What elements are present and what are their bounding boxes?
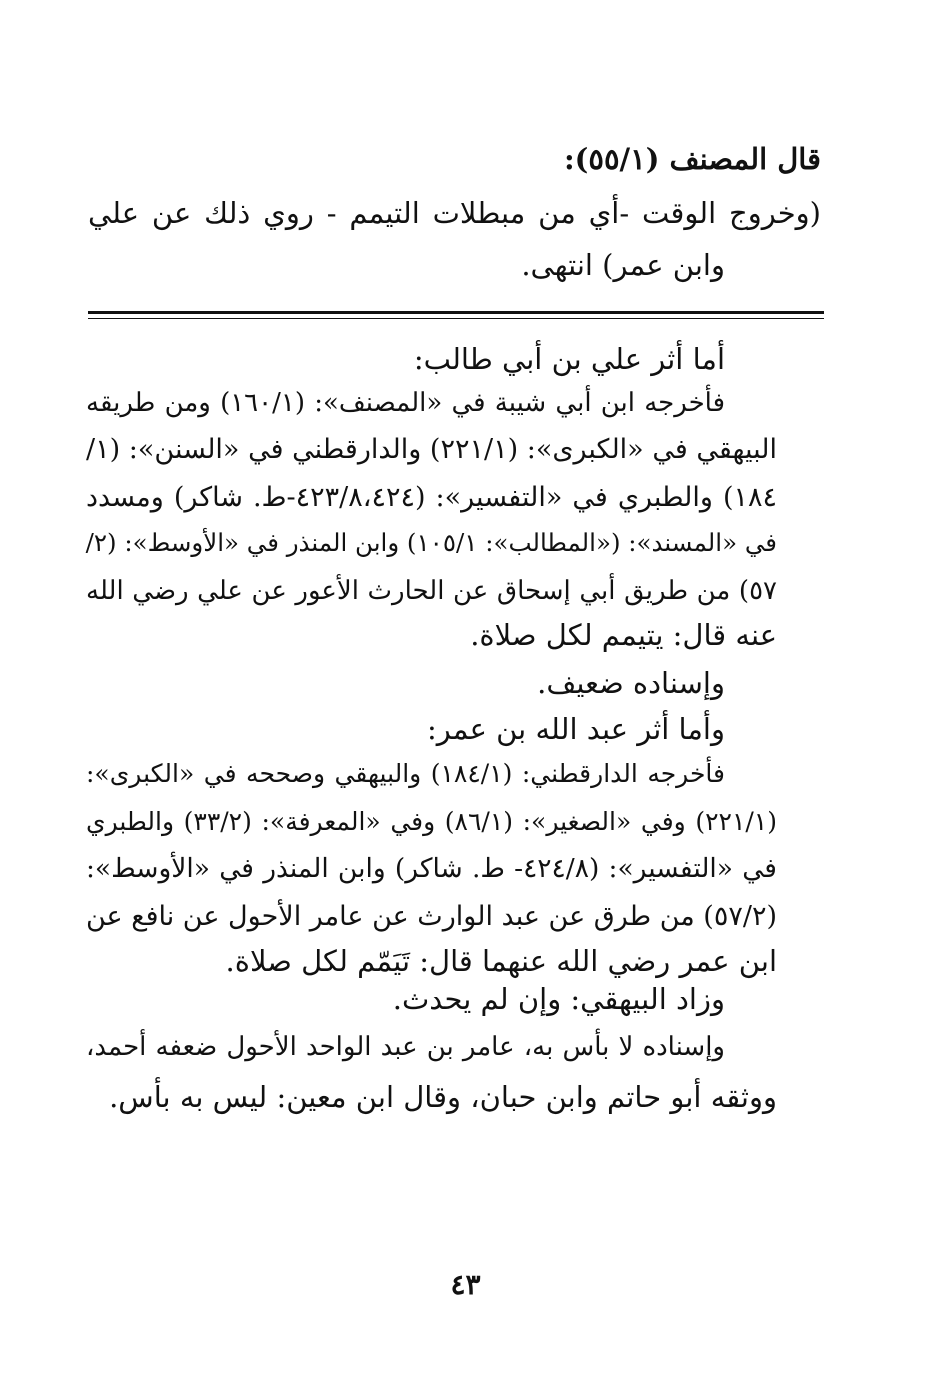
commentary-line: ابن عمر رضي الله عنهما قال: تَيَمّم لكل صلاة.	[225, 944, 777, 978]
commentary-line: وأما أثر عبد الله بن عمر:	[427, 712, 725, 746]
commentary-line: وإسناده ضعيف.	[537, 666, 725, 700]
quote-line: (وخروج الوقت -أي من مبطلات التيمم - روي ذلك عن علي	[88, 196, 821, 230]
commentary-line: وزاد البيهقي: وإن لم يحدث.	[392, 982, 725, 1016]
separator-rule-thick	[88, 311, 824, 314]
commentary-line: في «المسند»: («المطالب»: ١٠٥/١) وابن المنذر في «الأوسط»: (٢/	[85, 528, 777, 557]
page-number: ٤٣	[450, 1268, 481, 1301]
quote-line: وابن عمر) انتهى.	[521, 248, 725, 282]
commentary-line: ١٨٤) والطبري في «التفسير»: (٤٢٣/٨،٤٢٤-ط. شاكر) ومسدد	[86, 482, 777, 513]
commentary-line: فأخرجه ابن أبي شيبة في «المصنف»: (١٦٠/١) ومن طريقه	[86, 388, 725, 418]
separator-rule-thin	[88, 318, 824, 319]
commentary-line: ٥٧) من طريق أبي إسحاق عن الحارث الأعور عن علي رضي الله	[86, 576, 777, 606]
commentary-line: وإسناده لا بأس به، عامر بن عبد الواحد الأحول ضعفه أحمد،	[86, 1032, 725, 1062]
commentary-line: أما أثر علي بن أبي طالب:	[413, 342, 725, 376]
commentary-line: ووثقه أبو حاتم وابن حبان، وقال ابن معين: ليس به بأس.	[109, 1080, 777, 1114]
commentary-line: (٥٧/٢) من طرق عن عبد الوارث عن عامر الأحول عن نافع عن	[85, 901, 777, 932]
section-title: قال المصنف (٥٥/١):	[563, 142, 821, 176]
commentary-line: في «التفسير»: (٤٢٤/٨- ط. شاكر) وابن المنذر في «الأوسط»:	[86, 853, 777, 884]
commentary-line: (٢٢١/١) وفي «الصغير»: (٨٦/١) وفي «المعرفة»: (٣٣/٢) والطبري	[86, 807, 777, 836]
commentary-line: عنه قال: يتيمم لكل صلاة.	[470, 618, 777, 652]
commentary-line: البيهقي في «الكبرى»: (٢٢١/١) والدارقطني في «السنن»: (١/	[86, 434, 777, 465]
commentary-line: فأخرجه الدارقطني: (١٨٤/١) والبيهقي وصححه في «الكبرى»:	[86, 759, 725, 788]
